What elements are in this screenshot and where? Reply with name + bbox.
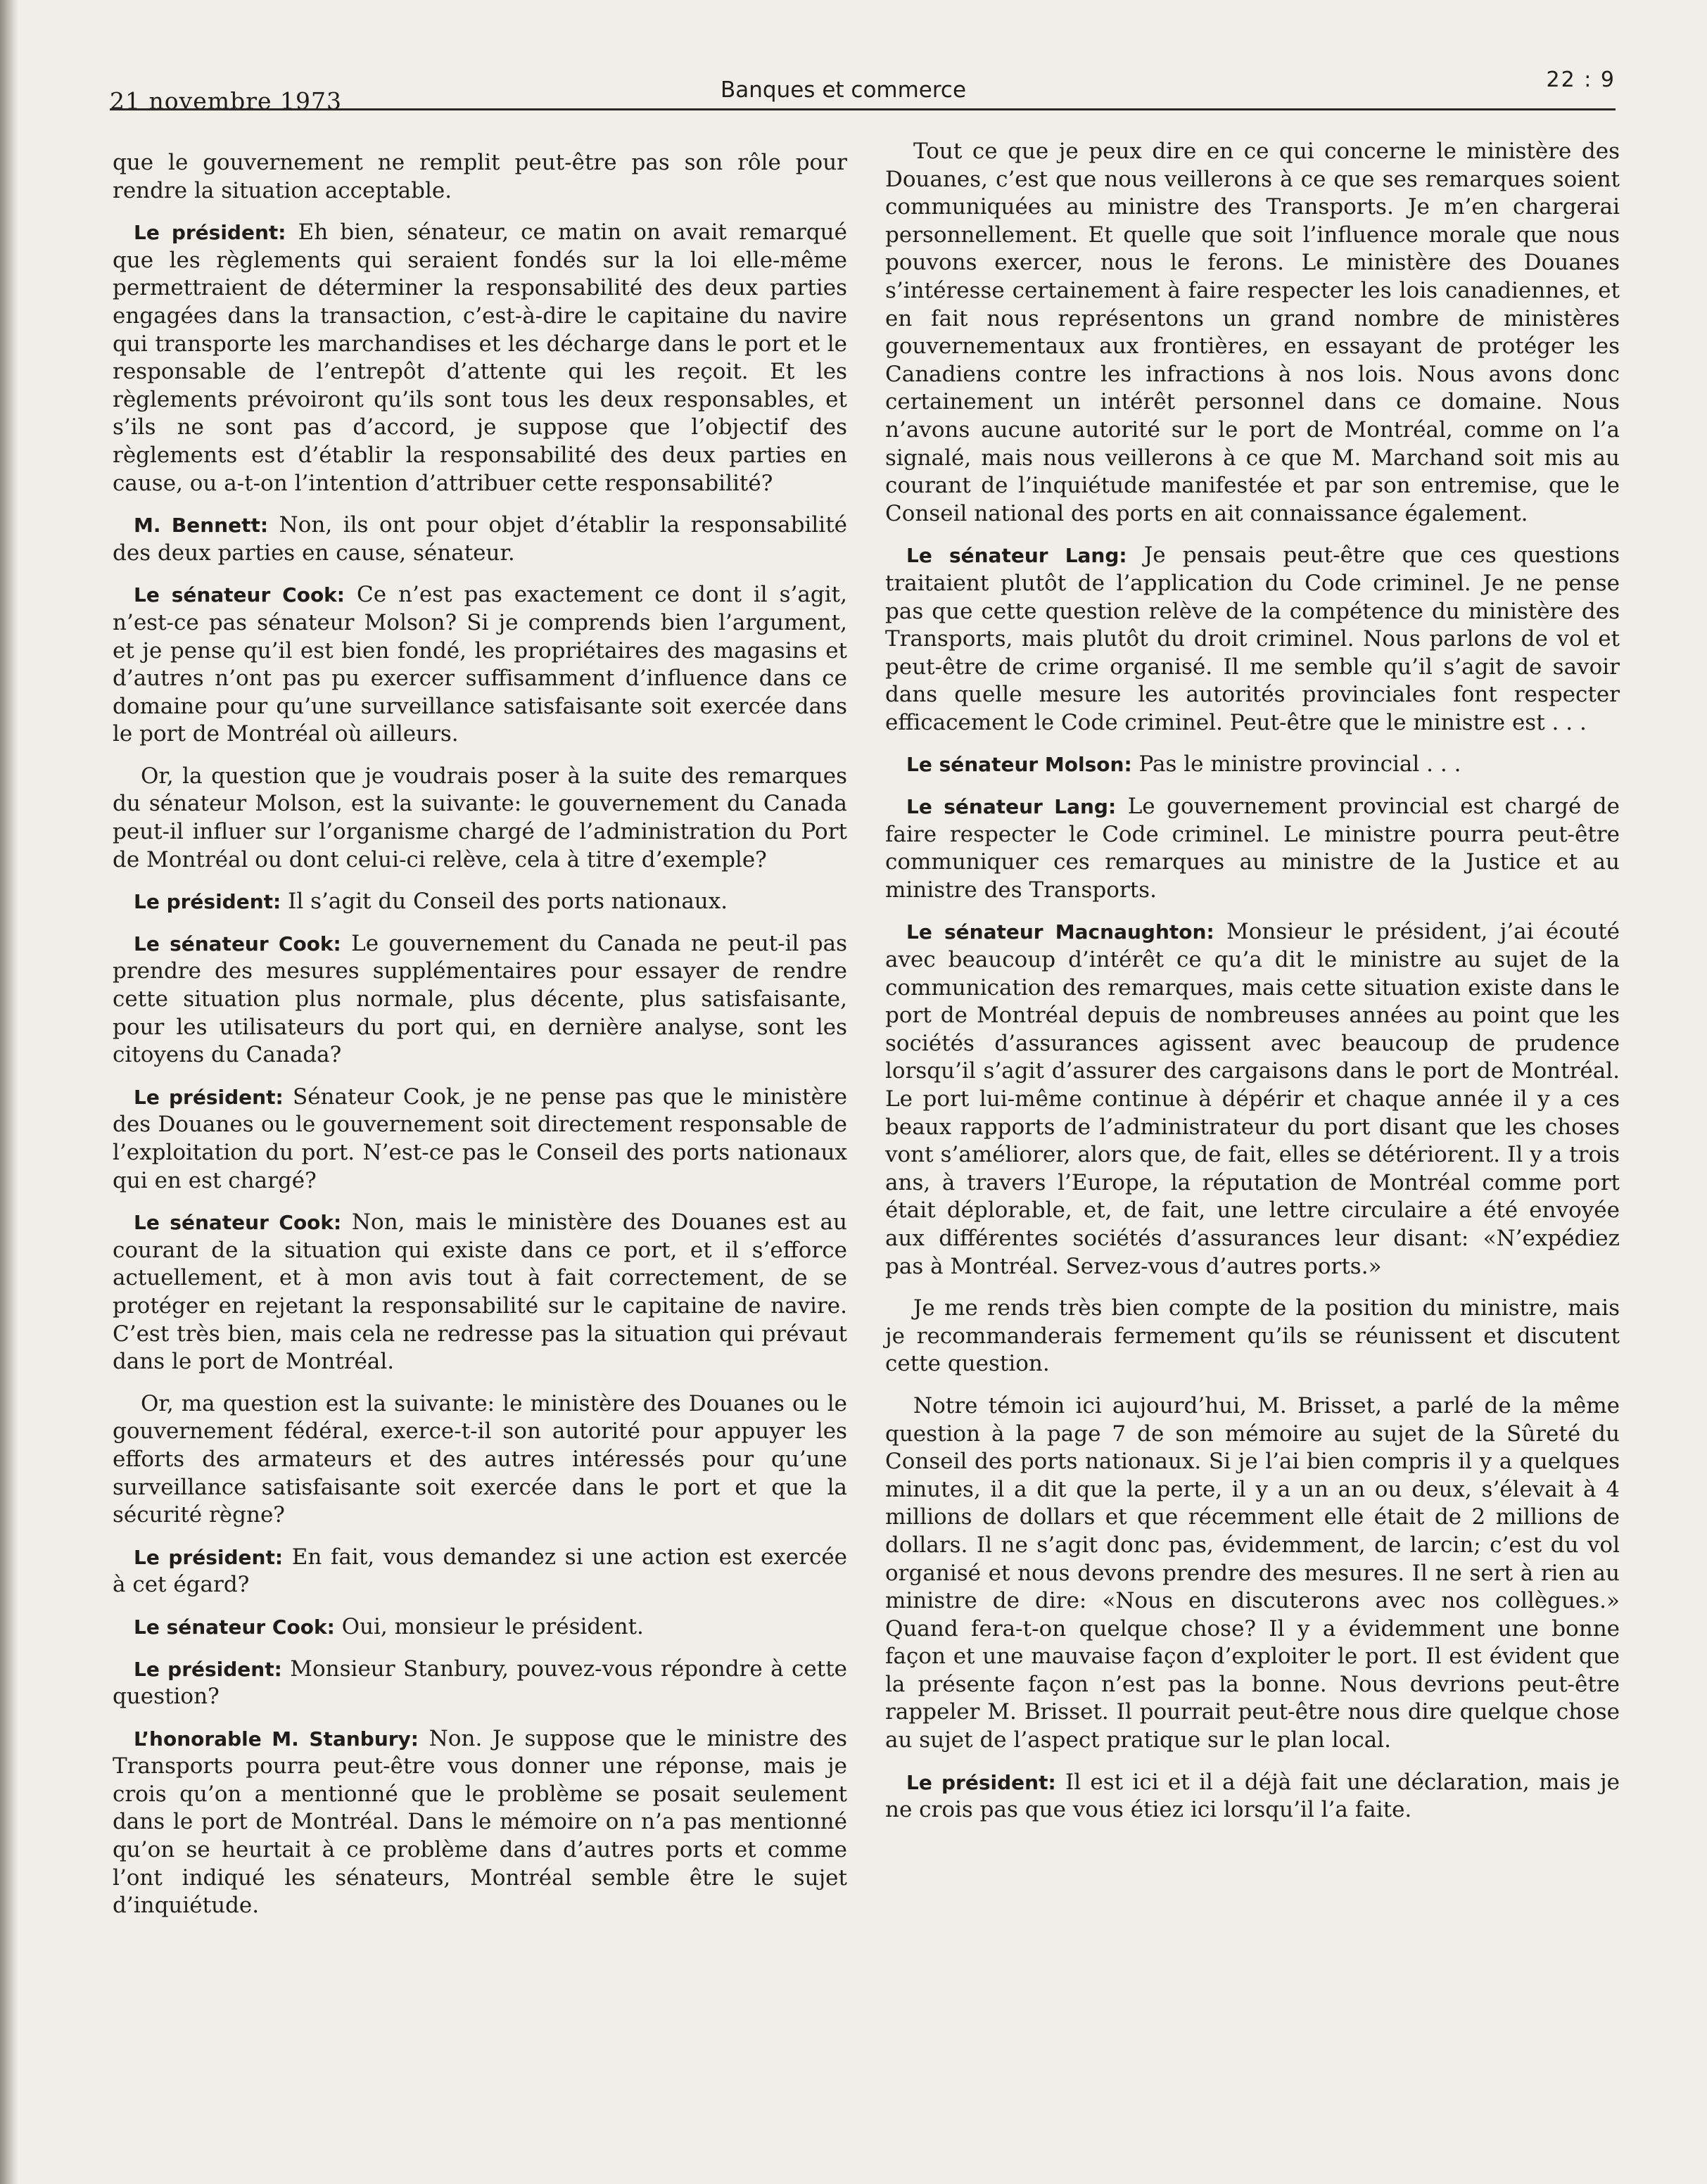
paragraph: [113, 1390, 847, 1530]
paragraph: [113, 763, 847, 874]
speaker-name: Le sénateur Lang:: [906, 795, 1117, 819]
paragraph: [113, 930, 847, 1069]
paragraph: [885, 1769, 1620, 1824]
paragraph-text: Non, ils ont pour objet d’établir la responsabilité des deux parties en cause, sénateur.: [113, 512, 847, 566]
paragraph-text: Le gouvernement du Canada ne peut-il pas prendre des mesures supplémentaires pour essayer de rendre cette situation plus normale, plus décente, plus satisfaisante, pour les utilisateurs du port qui, en dernière analyse, sont les citoyens du Canada?: [113, 930, 848, 1068]
speaker-name: Le président:: [134, 221, 286, 245]
paragraph: [113, 149, 847, 205]
paragraph: [113, 1656, 847, 1711]
paragraph: [113, 512, 847, 567]
paragraph: [885, 751, 1620, 779]
right-column: [885, 138, 1620, 1839]
paragraph-text: Non, mais le ministère des Douanes est au courant de la situation qui existe dans ce port, et il s’efforce actuellement, et à mon avis tout à fait correctement, de se protéger en rejetant la responsabilité sur le capitaine de navire. C’est très bien, mais cela ne redresse pas la situation qui prévaut dans le port de Montréal.: [113, 1210, 847, 1375]
header-title: Banques et commerce: [721, 77, 967, 103]
speaker-name: Le sénateur Cook:: [134, 932, 341, 956]
paragraph: [113, 1209, 847, 1376]
paragraph-text: Sénateur Cook, je ne pense pas que le ministère des Douanes ou le gouvernement soit directement responsable de l’exploitation du port. N’est-ce pas le Conseil des ports nationaux qui en est chargé?: [113, 1084, 847, 1193]
speaker-name: Le président:: [134, 1085, 284, 1109]
paragraph-text: Monsieur Stanbury, pouvez-vous répondre à cette question?: [113, 1656, 848, 1710]
paragraph-text: Le gouvernement provincial est chargé de faire respecter le Code criminel. Le ministre pourra peut-être communiquer ces remarques au ministre de la Justice et au ministre des Transports.: [885, 794, 1620, 903]
header-date: 21 novembre 1973: [110, 87, 342, 115]
speaker-name: Le sénateur Cook:: [134, 1615, 335, 1639]
speaker-name: M. Bennett:: [134, 514, 269, 538]
speaker-name: Le président:: [906, 1770, 1056, 1794]
speaker-name: Le sénateur Molson:: [906, 753, 1132, 777]
paragraph: [885, 1295, 1620, 1378]
paragraph: [113, 888, 847, 916]
page-binding-edge: [0, 0, 18, 2184]
page-header: [110, 68, 1616, 117]
paragraph: [113, 1613, 847, 1642]
speaker-name: Le sénateur Lang:: [906, 544, 1127, 568]
speaker-name: L’honorable M. Stanbury:: [134, 1727, 419, 1751]
paragraph-text: Je me rends très bien compte de la position du ministre, mais je recommanderais fermement qu’ils se réunissent et discutent cette question.: [885, 1295, 1620, 1377]
paragraph-text: Je pensais peut-être que ces questions traitaient plutôt de l’application du Code criminel. Je ne pense pas que cette question relève de la compétence du ministère des Transports, mais plutôt du droit criminel. Nous parlons de vol et peut-être de crime organisé. Il me semble qu’il s’agit de savoir dans quelle mesure les autorités provinciales font respecter efficacement le Code criminel. Peut-être que le ministre est . . .: [885, 542, 1620, 735]
left-column: [113, 149, 847, 1934]
paragraph-text: Il s’agit du Conseil des ports nationaux.: [288, 889, 728, 915]
paragraph: [113, 1084, 847, 1195]
paragraph: [885, 138, 1620, 528]
speaker-name: Le président:: [134, 1545, 284, 1569]
paragraph-text: Notre témoin ici aujourd’hui, M. Brisset, a parlé de la même question à la page 7 de son mémoire au sujet de la Sûreté du Conseil des ports nationaux. Si je l’ai bien compris il y a quelques minutes, il a dit que la perte, il y a un an ou deux, s’élevait à 4 millions de dollars et que récemment elle était de 2 millions de dollars. Il ne s’agit donc pas, évidemment, de larcin; c’est du vol organisé et nous devons prendre des mesures. Il ne sert à rien au ministre de dire: «Nous en discuterons avec nos collègues.» Quand fera-t-on quelque chose? Il y a évidemment une bonne façon et une mauvaise façon d’exploiter le port. Il est évident que la présente façon n’est pas la bonne. Nous devrions peut-être rappeler M. Brisset. Il pourrait peut-être nous dire quelque chose au sujet de l’aspect pratique sur le plan local.: [885, 1392, 1620, 1753]
header-rule: [110, 108, 1616, 110]
speaker-name: Le sénateur Macnaughton:: [906, 920, 1214, 944]
speaker-name: Le sénateur Cook:: [134, 1211, 342, 1235]
paragraph-text: Or, la question que je voudrais poser à la suite des remarques du sénateur Molson, est la suivante: le gouvernement du Canada peut-il influer sur l’organisme chargé de l’administration du Port de Montréal ou dont celui-ci relève, cela à titre d’exemple?: [113, 763, 847, 872]
paragraph-text: Ce n’est pas exactement ce dont il s’agit, n’est-ce pas sénateur Molson? Si je comprends bien l’argument, et je pense qu’il est bien fondé, les propriétaires des magasins et d’autres n’ont pas pu exercer suffisamment d’influence dans ce domaine pour qu’une surveillance satisfaisante soit exercée dans le port de Montréal où ailleurs.: [113, 582, 847, 747]
paragraph-text: Non. Je suppose que le ministre des Transports pourra peut-être vous donner une réponse, mais je crois qu’on a mentionné que le problème se posait seulement dans le port de Montréal. Dans le mémoire on n’a pas mentionné qu’on se heurtait à ce problème dans d’autres ports et comme l’ont indiqué les sénateurs, Montréal semble être le sujet d’inquiétude.: [113, 1725, 847, 1919]
paragraph-text: Il est ici et il a déjà fait une déclaration, mais je ne crois pas que vous étiez ici lorsqu’il l’a faite.: [885, 1769, 1620, 1823]
paragraph: [113, 581, 847, 749]
paragraph: [113, 219, 847, 497]
paragraph-text: Eh bien, sénateur, ce matin on avait remarqué que les règlements qui seraient fondés sur la loi elle-même permettraient de déterminer la responsabilité des deux parties engagées dans la transaction, c’est-à-dire le capitaine du navire qui transporte les marchandises et les décharge dans le port et le responsable de l’entrepôt d’attente qui les reçoit. Et les règlements prévoiront qu’ils sont tous les deux responsables, et s’ils ne sont pas d’accord, je suppose que l’objectif des règlements est d’établir la responsabilité des deux parties en cause, ou a-t-on l’intention d’attribuer cette responsabilité?: [113, 220, 847, 496]
speaker-name: Le président:: [134, 890, 281, 914]
speaker-name: Le sénateur Cook:: [134, 583, 345, 607]
paragraph-text: En fait, vous demandez si une action est exercée à cet égard?: [113, 1544, 848, 1598]
paragraph-text: que le gouvernement ne remplit peut-être pas son rôle pour rendre la situation acceptable.: [113, 150, 847, 203]
speaker-name: Le président:: [134, 1657, 282, 1681]
paragraph-text: Or, ma question est la suivante: le ministère des Douanes ou le gouvernement fédéral, exerce-t-il son autorité pour appuyer les efforts des armateurs et des autres intéressés pour qu’une surveillance satisfaisante soit exercée dans le port et que la sécurité règne?: [113, 1390, 847, 1528]
paragraph: [113, 1544, 847, 1599]
paragraph: [113, 1725, 847, 1920]
paragraph-text: Tout ce que je peux dire en ce qui concerne le ministère des Douanes, c’est que nous veillerons à ce que ses remarques soient communiquées au ministre des Transports. Je m’en chargerai personnellement. Et quelle que soit l’influence morale que nous pouvons exercer, nous le ferons. Le ministère des Douanes s’intéresse certainement à faire respecter les lois canadiennes, et en fait nous représentons un grand nombre de ministères gouvernementaux aux frontières, en essayant de protéger les Canadiens contre les infractions à nos lois. Nous avons donc certainement un intérêt personnel dans ce domaine. Nous n’avons aucune autorité sur le port de Montréal, comme on l’a signalé, mais nous veillerons à ce que M. Marchand soit mis au courant de l’inquiétude manifestée et par son entremise, que le Conseil national des ports en ait connaissance également.: [885, 139, 1620, 526]
paragraph-text: Pas le ministre provincial . . .: [1138, 751, 1461, 777]
paragraph: [885, 1392, 1620, 1755]
paragraph: [885, 918, 1620, 1281]
paragraph-text: Monsieur le président, j’ai écouté avec beaucoup d’intérêt ce qu’a dit le ministre au sujet de la communication des remarques, mais cette situation existe dans le port de Montréal depuis de nombreuses années au point que les sociétés d’assurances agissent avec beaucoup de prudence lorsqu’il s’agit d’assurer des cargaisons dans le port de Montréal. Le port lui-même continue à dépérir et chaque année il y a ces beaux rapports de l’administrateur du port disant que les choses vont s’améliorer, alors que, de fait, elles se détériorent. Il y a trois ans, à travers l’Europe, la réputation de Montréal comme port était déplorable, et, de fait, une lettre circulaire a été envoyée aux différentes sociétés d’assurances leur disant: «N’expédiez pas à Montréal. Servez-vous d’autres ports.»: [885, 919, 1620, 1279]
header-page-number: 22 : 9: [1546, 68, 1616, 92]
paragraph: [885, 542, 1620, 737]
paragraph-text: Oui, monsieur le président.: [341, 1613, 644, 1639]
paragraph: [885, 793, 1620, 904]
